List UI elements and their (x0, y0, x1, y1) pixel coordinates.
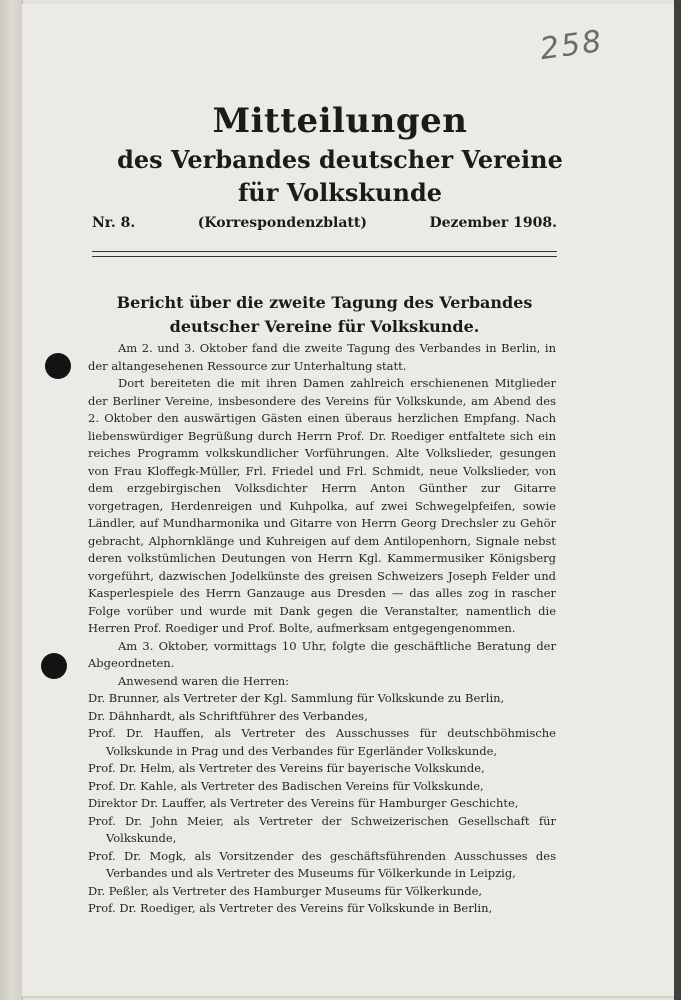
publication-type: (Korrespondenzblatt) (197, 215, 367, 231)
scan-edge (674, 0, 681, 1000)
divider-rule (92, 256, 557, 257)
list-item: Dr. Peßler, als Vertreter des Hamburger Museums für Völkerkunde, (88, 883, 483, 898)
punch-hole (41, 653, 67, 679)
paragraph: Dort bereiteten die mit ihren Damen zahlreich erschienenen Mitglieder der Berliner Vereine, insbesondere des Vereins für Volkskunde, am Abend des 2. Oktober den auswärtigen Gästen einen überaus herzlichen Empfang. Nach liebenswürdiger Begrüßung durch Herrn Prof. Dr. Roediger entfaltete sich ein reiches Programm volkskundlicher Vorführungen. Alte Volkslieder, gesungen von Frau Kloffegk-Müller, Frl. Friedel und Frl. Schmidt, neue Volkslieder, von dem erzgebirgischen Volksdichter Herrn Anton Günther zur Gitarre vorgetragen, Herdenreigen und Kuhpolka, auf zwei Schwegelpfeifen, sowie Ländler, auf Mundharmonika und Gitarre von Herrn Georg Drechsler zu Gehör gebracht, Alphornklänge und Kuhreigen auf dem Antilopenhorn, Signale nebst deren volkstümlichen Deutungen von Herrn Kgl. Kammermusiker Königsberg vorgeführt, dazwischen Jodelkünste des greisen Schweizers Joseph Felder und Kasperlespiele des Herrn Ganzauge aus Dresden — das alles zog in rascher Folge vorüber und wurde mit Dank gegen die Veranstalter, namentlich die Herren Prof. Roediger und Prof. Bolte, aufmerksam entgegengenommen. (88, 376, 556, 635)
paragraph: Anwesend waren die Herren: (118, 673, 289, 688)
handwritten-page-number: 258 (537, 23, 606, 68)
list-item: Dr. Brunner, als Vertreter der Kgl. Sammlung für Volkskunde zu Berlin, (88, 691, 505, 705)
issue-number: Nr. 8. (92, 215, 136, 231)
report-title-line-1: Bericht über die zweite Tagung des Verbandes (116, 293, 533, 312)
list-item: Prof. Dr. Kahle, als Vertreter des Badischen Vereins für Volkskunde, (88, 778, 484, 793)
list-item: Prof. Dr. Helm, als Vertreter des Vereins für bayerische Volkskunde, (88, 761, 485, 775)
divider-rule (92, 251, 557, 252)
list-item: Dr. Dähnhardt, als Schriftführer des Verbandes, (88, 708, 368, 723)
list-item: Prof. Dr. Hauffen, als Vertreter des Ausschusses für deutschböhmische Volkskunde in Prag und des Verbandes für Egerländer Volkskunde, (88, 726, 556, 758)
list-item: Prof. Dr. John Meier, als Vertreter der Schweizerischen Gesellschaft für Volkskunde, (88, 813, 556, 845)
report-body (88, 340, 556, 918)
list-item: Prof. Dr. Roediger, als Vertreter des Vereins für Volkskunde in Berlin, (88, 901, 493, 915)
punch-hole (45, 353, 71, 379)
list-item: Prof. Dr. Mogk, als Vorsitzender des geschäftsführenden Ausschusses des Verbandes und als Vertreter des Museums für Völkerkunde in Leipzig, (88, 848, 556, 880)
masthead-title: Mitteilungen (212, 101, 468, 141)
issue-info-row (92, 215, 557, 231)
issue-date: Dezember 1908. (429, 215, 557, 231)
binding-strip (0, 0, 23, 1000)
masthead-subtitle-1: des Verbandes deutscher Vereine (117, 145, 563, 174)
list-item: Direktor Dr. Lauffer, als Vertreter des Vereins für Hamburger Geschichte, (88, 796, 519, 810)
masthead-subtitle-2: für Volkskunde (237, 178, 443, 207)
report-title-line-2: deutscher Vereine für Volkskunde. (169, 317, 480, 336)
paragraph: Am 2. und 3. Oktober fand die zweite Tagung des Verbandes in Berlin, in der altangesehenen Ressource zur Unterhaltung statt. (88, 341, 556, 373)
paragraph: Am 3. Oktober, vormittags 10 Uhr, folgte die geschäftliche Beratung der Abgeordneten. (88, 638, 556, 670)
attendee-list (88, 690, 556, 918)
